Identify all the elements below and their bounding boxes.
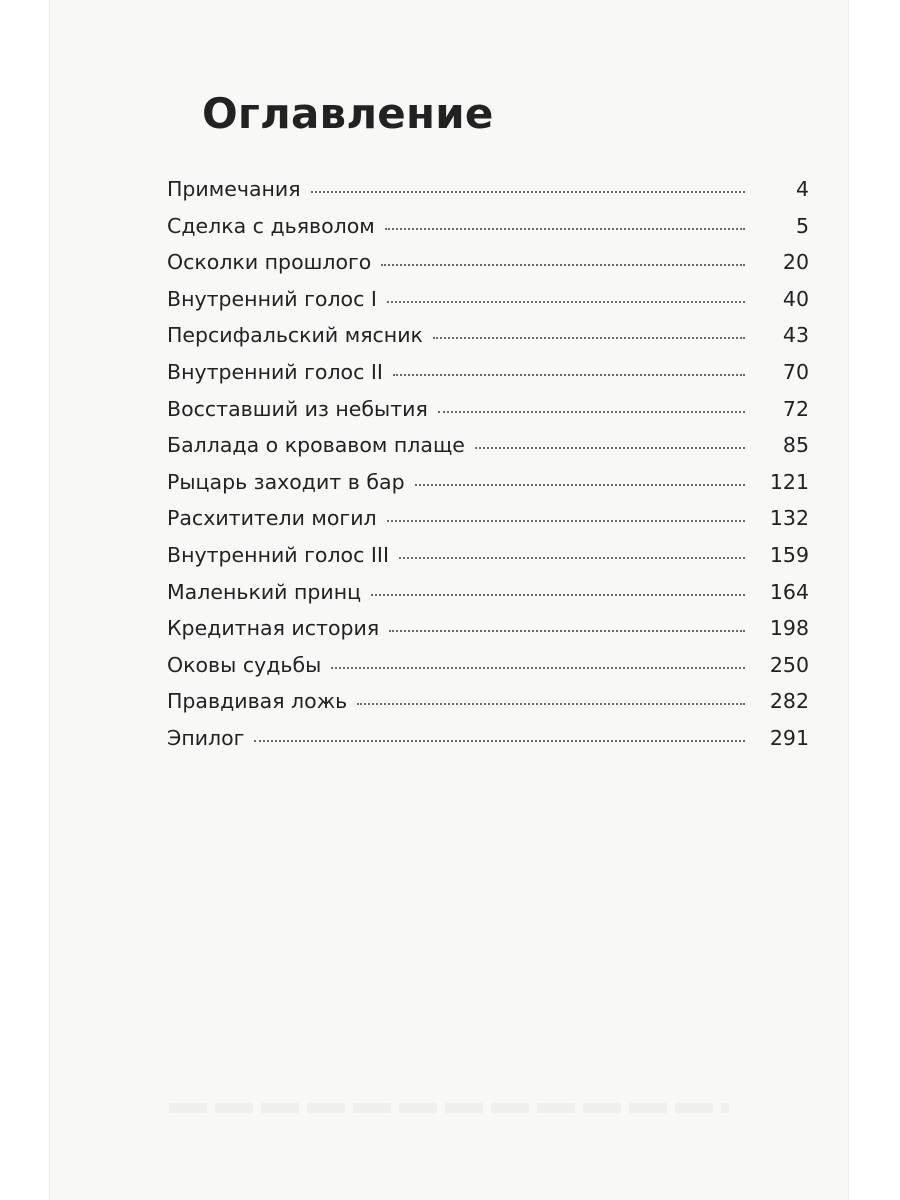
toc-entry (167, 360, 809, 397)
toc-entry (167, 433, 809, 470)
entry-title: Осколки прошлого (167, 250, 372, 275)
toc-entry (167, 323, 809, 360)
entry-title: Оковы судьбы (167, 652, 322, 677)
entry-title: Внутренний голос I (167, 286, 377, 311)
dot-leader (399, 557, 745, 559)
dot-leader (438, 411, 745, 413)
dot-leader (387, 301, 745, 303)
entry-title: Маленький принц (167, 579, 362, 604)
entry-title: Кредитная история (167, 616, 380, 641)
entry-page-number: 291 (769, 725, 809, 750)
toc-entry (167, 506, 809, 543)
entry-page-number: 70 (782, 359, 809, 384)
entry-title: Рыцарь заходит в бар (167, 469, 405, 494)
dot-leader (433, 337, 745, 339)
dot-leader (415, 484, 745, 486)
entry-title: Расхитители могил (167, 506, 377, 531)
toc-entry (167, 214, 809, 251)
toc-entry (167, 250, 809, 287)
dot-leader (389, 630, 745, 632)
entry-page-number: 20 (782, 250, 809, 275)
toc-entry (167, 726, 809, 763)
entry-title: Восставший из небытия (167, 396, 428, 421)
entry-title: Внутренний голос II (167, 359, 383, 384)
book-page (49, 0, 849, 1200)
dot-leader (387, 520, 745, 522)
toc-entry (167, 397, 809, 434)
entry-title: Баллада о кровавом плаще (167, 433, 465, 458)
dot-leader (475, 447, 745, 449)
entry-page-number: 72 (782, 396, 809, 421)
entry-page-number: 164 (769, 579, 809, 604)
page-title: Оглавление (202, 89, 494, 138)
entry-page-number: 250 (769, 652, 809, 677)
toc-entry (167, 543, 809, 580)
entry-page-number: 198 (769, 616, 809, 641)
entry-title: Примечания (167, 177, 301, 201)
table-of-contents (167, 177, 809, 763)
toc-entry (167, 177, 809, 214)
dot-leader (385, 228, 745, 230)
toc-entry (167, 616, 809, 653)
toc-entry (167, 580, 809, 617)
entry-page-number: 121 (769, 469, 809, 494)
entry-page-number: 132 (769, 506, 809, 531)
dot-leader (331, 667, 745, 669)
toc-entry (167, 689, 809, 726)
entry-page-number: 4 (795, 177, 809, 201)
entry-page-number: 40 (782, 286, 809, 311)
dot-leader (393, 374, 745, 376)
entry-page-number: 159 (769, 542, 809, 567)
dot-leader (311, 191, 745, 193)
entry-page-number: 5 (795, 213, 809, 238)
toc-entry (167, 653, 809, 690)
entry-title: Персифальский мясник (167, 323, 423, 348)
entry-title: Сделка с дьяволом (167, 213, 375, 238)
entry-page-number: 282 (769, 689, 809, 714)
entry-page-number: 85 (782, 433, 809, 458)
entry-page-number: 43 (782, 323, 809, 348)
dot-leader (357, 703, 745, 705)
entry-title: Эпилог (167, 725, 245, 750)
dot-leader (254, 740, 745, 742)
dot-leader (371, 594, 745, 596)
toc-entry (167, 287, 809, 324)
toc-entry (167, 470, 809, 507)
entry-title: Внутренний голос III (167, 542, 390, 567)
entry-title: Правдивая ложь (167, 689, 348, 714)
dot-leader (381, 264, 745, 266)
